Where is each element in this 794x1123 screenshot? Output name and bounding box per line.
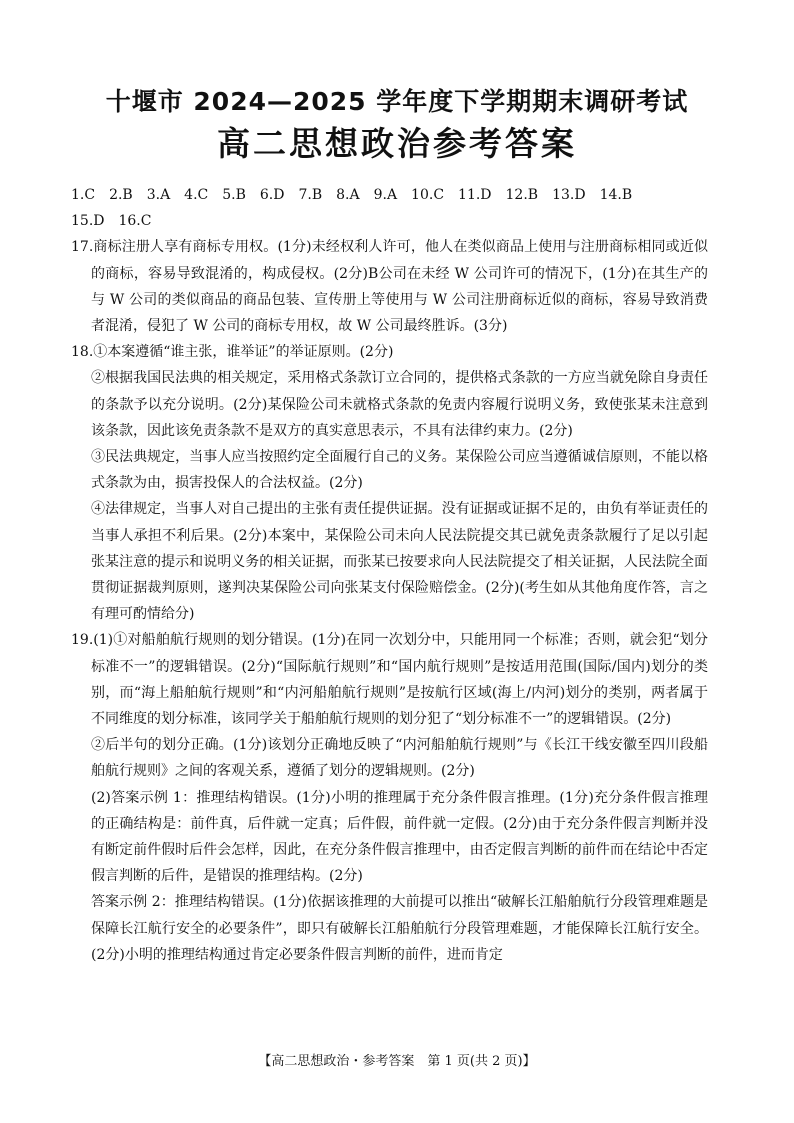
q18-answer-p2: ②根据我国民法典的相关规定，采用格式条款订立合同的，提供格式条款的一方应当就免除自身责任的条款予以充分说明。(2分)某保险公司未就格式条款的免责内容履行说明义务，致使张某未注意到该条款，因此该免责条款不是双方的真实意思表示，不具有法律约束力。(2分) (91, 370, 708, 439)
q17-number: 17. (71, 239, 94, 256)
q19-answer-p4: 答案示例 2：推理结构错误。(1分)依据该推理的大前提可以推出“破解长江船舶航行分段管理难题是保障长江航行安全的必要条件”，即只有破解长江船舶航行分段管理难题，才能保障长江航行安全。(2分)小明的推理结构通过肯定必要条件假言判断的前件，进而肯定 (91, 894, 708, 963)
mc-answers-line-1: 1.C 2.B 3.A 4.C 5.B 6.D 7.B 8.A 9.A 10.C 11.D 12.B 13.D 14.B (71, 187, 633, 203)
q18-number: 18. (71, 344, 94, 361)
q19-answer-p2: ②后半句的划分正确。(1分)该划分正确地反映了“内河船舶航行规则”与《长江干线安徽至四川段船舶航行规则》之间的客观关系，遵循了划分的逻辑规则。(2分) (91, 737, 708, 780)
q18-answer-p3: ③民法典规定，当事人应当按照约定全面履行自己的义务。某保险公司应当遵循诚信原则，不能以格式条款为由，损害投保人的合法权益。(2分) (91, 449, 708, 492)
mc-answers-line-2: 15.D 16.C (71, 213, 152, 230)
q19-answer-p3: (2)答案示例 1：推理结构错误。(1分)小明的推理属于充分条件假言推理。(1分)充分条件假言推理的正确结构是：前件真，后件就一定真；后件假，前件就一定假。(2分)由于充分条件假言判断并没有断定前件假时后件会怎样，因此，在充分条件假言推理中，由否定假言判断的前件而在结论中否定假言判断的后件，是错误的推理结构。(2分) (91, 789, 708, 885)
q18-answer-p4: ④法律规定，当事人对自己提出的主张有责任提供证据。没有证据或证据不足的，由负有举证责任的当事人承担不利后果。(2分)本案中，某保险公司未向人民法院提交其已就免责条款履行了足以引起张某注意的提示和说明义务的相关证据，而张某已按要求向人民法院提交了相关证据，人民法院全面贯彻证据裁判原则，遂判决某保险公司向张某支付保险赔偿金。(2分)(考生如从其他角度作答，言之有理可酌情给分) (91, 501, 708, 623)
q18-p1-text: ①本案遵循“谁主张，谁举证”的举证原则。(2分) (93, 344, 394, 361)
document-subtitle: 高二思想政治参考答案 (217, 124, 577, 163)
q19-answer-p1 (0, 627, 794, 732)
page-footer: 【高二思想政治・参考答案 第 1 页(共 2 页)】 (258, 1054, 536, 1069)
exam-title: 十堰市 2024—2025 学年度下学期期末调研考试 (105, 87, 689, 116)
q17-text: 商标注册人享有商标专用权。(1分)未经权利人许可，他人在类似商品上使用与注册商标相同或近似的商标，容易导致混淆的，构成侵权。(2分)B公司在未经 W 公司许可的情况下，(1分)在其生产的与 W 公司的类似商品的商品包装、宣传册上等使用与 W 公司注册商标近似的商标，容易导致消费者混淆，侵犯了 W 公司的商标专用权，故 W 公司最终胜诉。(3分) (91, 239, 708, 335)
q17-answer (0, 234, 794, 339)
q19-p1-text: (1)①对船舶航行规则的划分错误。(1分)在同一次划分中，只能用同一个标准；否则，就会犯“划分标准不一”的逻辑错误。(2分)“国际航行规则”和“国内航行规则”是按适用范围(国际/国内)划分的类别，而“海上船舶航行规则”和“内河船舶航行规则”是按航行区域(海上/内河)划分的类别，两者属于不同维度的划分标准，该同学关于船舶航行规则的划分犯了“划分标准不一”的逻辑错误。(2分) (91, 632, 708, 728)
q18-answer-p1 (0, 339, 794, 365)
q19-number: 19. (71, 632, 94, 649)
answer-content (0, 182, 794, 968)
